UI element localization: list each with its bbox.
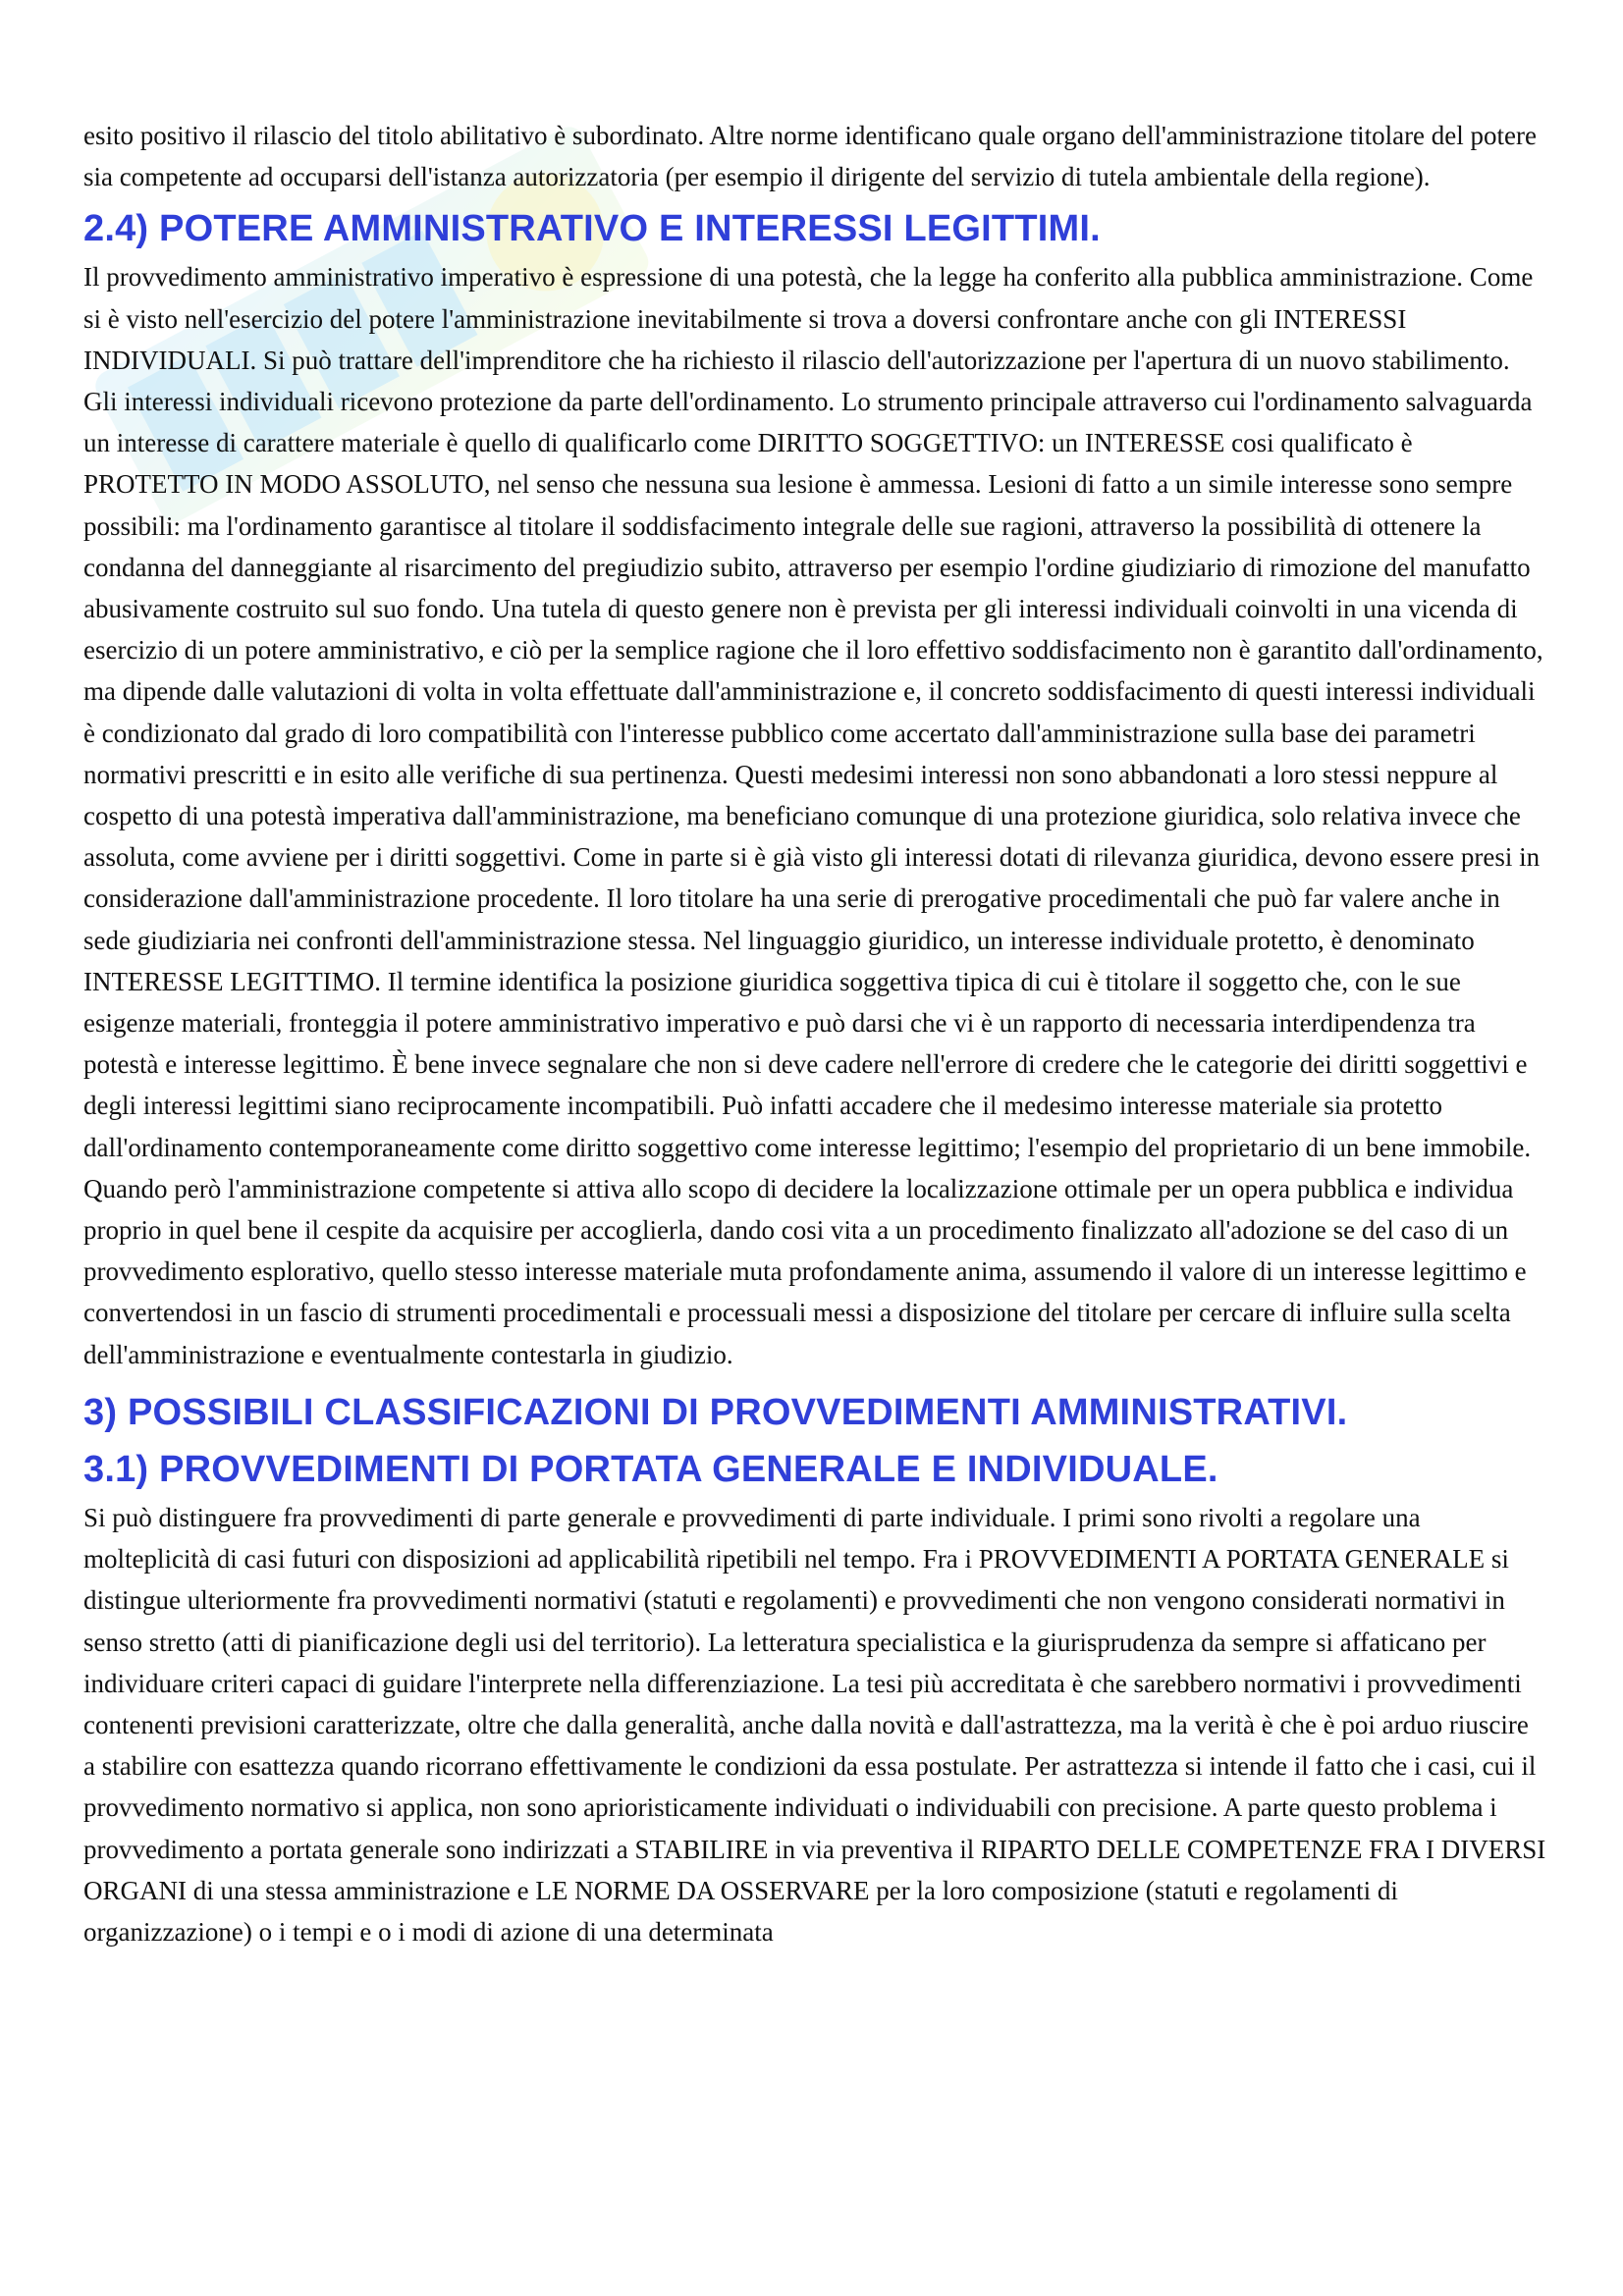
section-3-heading: 3) POSSIBILI CLASSIFICAZIONI DI PROVVEDIMENTI AMMINISTRATIVI.	[83, 1391, 1348, 1433]
intro-paragraph: esito positivo il rilascio del titolo abilitativo è subordinato. Altre norme identificano quale organo dell'amministrazione titolare del potere sia competente ad occuparsi dell'istanza autorizzatoria (per esempio il dirigente del servizio di tutela ambientale della regione).	[83, 121, 1537, 192]
document-body	[83, 115, 1546, 1952]
section-3-1-heading: 3.1) PROVVEDIMENTI DI PORTATA GENERALE E INDIVIDUALE.	[83, 1448, 1218, 1490]
section-2-4-paragraph: Il provvedimento amministrativo imperativo è espressione di una potestà, che la legge ha conferito alla pubblica amministrazione. Come si è visto nell'esercizio del potere l'amministrazione inevitabilmente si trova a doversi confrontare anche con gli INTERESSI INDIVIDUALI. Si può trattare dell'imprenditore che ha richiesto il rilascio dell'autorizzazione per l'apertura di un nuovo stabilimento. Gli interessi individuali ricevono protezione da parte dell'ordinamento. Lo strumento principale attraverso cui l'ordinamento salvaguarda un interesse di carattere materiale è quello di qualificarlo come DIRITTO SOGGETTIVO: un INTERESSE cosi qualificato è PROTETTO IN MODO ASSOLUTO, nel senso che nessuna sua lesione è ammessa. Lesioni di fatto a un simile interesse sono sempre possibili: ma l'ordinamento garantisce al titolare il soddisfacimento integrale delle sue ragioni, attraverso la possibilità di ottenere la condanna del danneggiante al risarcimento del pregiudizio subito, attraverso per esempio l'ordine giudiziario di rimozione del manufatto abusivamente costruito sul suo fondo. Una tutela di questo genere non è prevista per gli interessi individuali coinvolti in una vicenda di esercizio di un potere amministrativo, e ciò per la semplice ragione che il loro effettivo soddisfacimento non è garantito dall'ordinamento, ma dipende dalle valutazioni di volta in volta effettuate dall'amministrazione e, il concreto soddisfacimento di questi interessi individuali è condizionato dal grado di loro compatibilità con l'interesse pubblico come accertato dall'amministrazione sulla base dei parametri normativi prescritti e in esito alle verifiche di sua pertinenza. Questi medesimi interessi non sono abbandonati a loro stessi neppure al cospetto di una potestà imperativa dall'amministrazione, ma beneficiano comunque di una protezione giuridica, solo relativa invece che assoluta, come avviene per i diritti soggettivi. Come in parte si è già visto gli interessi dotati di rilevanza giuridica, devono essere presi in considerazione dall'amministrazione procedente. Il loro titolare ha una serie di prerogative procedimentali che può far valere anche in sede giudiziaria nei confronti dell'amministrazione stessa. Nel linguaggio giuridico, un interesse individuale protetto, è denominato INTERESSE LEGITTIMO. Il termine identifica la posizione giuridica soggettiva tipica di cui è titolare il soggetto che, con le sue esigenze materiali, fronteggia il potere amministrativo imperativo e può darsi che vi è un rapporto di necessaria interdipendenza tra potestà e interesse legittimo. È bene invece segnalare che non si deve cadere nell'errore di credere che le categorie dei diritti soggettivi e degli interessi legittimi siano reciprocamente incompatibili. Può infatti accadere che il medesimo interesse materiale sia protetto dall'ordinamento contemporaneamente come diritto soggettivo come interesse legittimo; l'esempio del proprietario di un bene immobile. Quando però l'amministrazione competente si attiva allo scopo di decidere la localizzazione ottimale per un opera pubblica e individua proprio in quel bene il cespite da acquisire per accoglierla, dando cosi vita a un procedimento finalizzato all'adozione se del caso di un provvedimento esplorativo, quello stesso interesse materiale muta profondamente anima, assumendo il valore di un interesse legittimo e convertendosi in un fascio di strumenti procedimentali e processuali messi a disposizione del titolare per cercare di influire sulla scelta dell'amministrazione e eventualmente contestarla in giudizio.	[83, 262, 1543, 1369]
section-3-1-paragraph: Si può distinguere fra provvedimenti di parte generale e provvedimenti di parte individuale. I primi sono rivolti a regolare una molteplicità di casi futuri con disposizioni ad applicabilità ripetibili nel tempo. Fra i PROVVEDIMENTI A PORTATA GENERALE si distingue ulteriormente fra provvedimenti normativi (statuti e regolamenti) e provvedimenti che non vengono considerati normativi in senso stretto (atti di pianificazione degli usi del territorio). La letteratura specialistica e la giurisprudenza da sempre si affaticano per individuare criteri capaci di guidare l'interprete nella differenziazione. La tesi più accreditata è che sarebbero normativi i provvedimenti contenenti previsioni caratterizzate, oltre che dalla generalità, anche dalla novità e dall'astrattezza, ma la verità è che è poi arduo riuscire a stabilire con esattezza quando ricorrano effettivamente le condizioni da essa postulate. Per astrattezza si intende il fatto che i casi, cui il provvedimento normativo si applica, non sono aprioristicamente individuati o individuabili con precisione. A parte questo problema i provvedimento a portata generale sono indirizzati a STABILIRE in via preventiva il RIPARTO DELLE COMPETENZE FRA I DIVERSI ORGANI di una stessa amministrazione e LE NORME DA OSSERVARE per la loro composizione (statuti e regolamenti di organizzazione) o i tempi e o i modi di azione di una determinata	[83, 1502, 1546, 1947]
section-2-4-heading: 2.4) POTERE AMMINISTRATIVO E INTERESSI LEGITTIMI.	[83, 208, 1101, 250]
